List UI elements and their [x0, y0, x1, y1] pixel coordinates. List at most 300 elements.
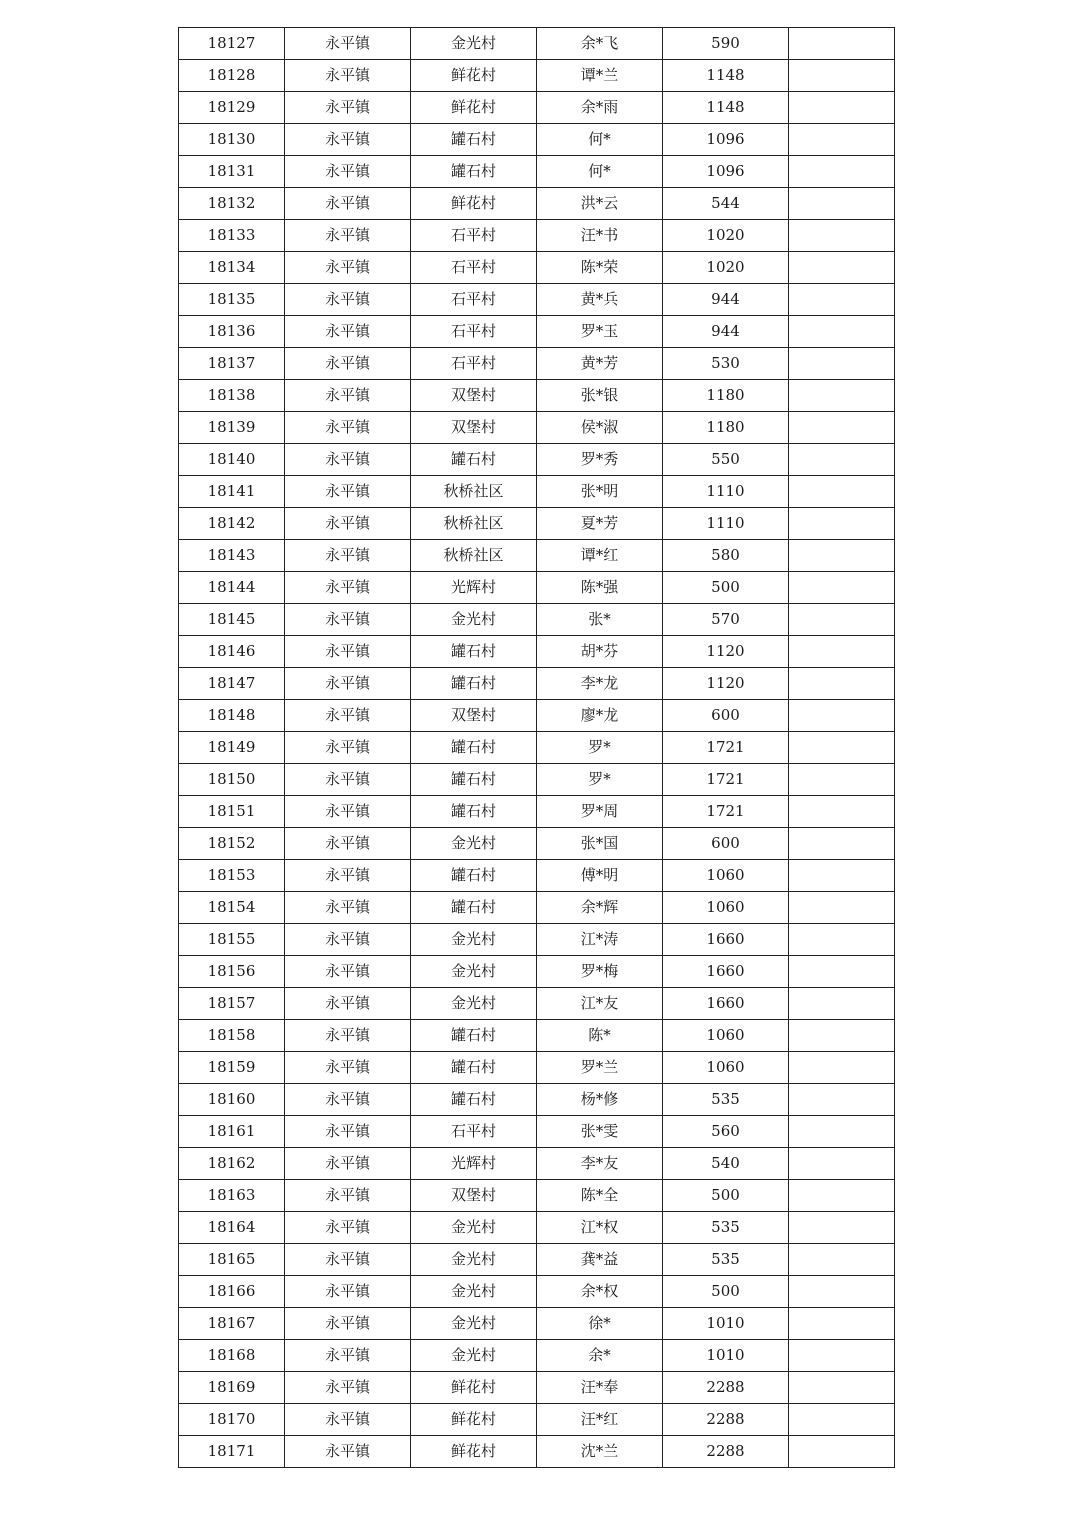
- remark-cell: [789, 252, 895, 284]
- name-cell: 廖*龙: [537, 700, 663, 732]
- amount-cell: 500: [663, 1180, 789, 1212]
- town-cell: 永平镇: [285, 1084, 411, 1116]
- amount-cell: 1096: [663, 156, 789, 188]
- name-cell: 罗*: [537, 764, 663, 796]
- table-row: [179, 1244, 895, 1276]
- remark-cell: [789, 156, 895, 188]
- table-row: [179, 1276, 895, 1308]
- amount-cell: 1060: [663, 892, 789, 924]
- table-row: [179, 1404, 895, 1436]
- town-cell: 永平镇: [285, 1212, 411, 1244]
- name-cell: 张*明: [537, 476, 663, 508]
- record-number-cell: 18144: [179, 572, 285, 604]
- remark-cell: [789, 828, 895, 860]
- remark-cell: [789, 508, 895, 540]
- remark-cell: [789, 796, 895, 828]
- name-cell: 余*辉: [537, 892, 663, 924]
- amount-cell: 944: [663, 316, 789, 348]
- amount-cell: 2288: [663, 1436, 789, 1468]
- table-row: [179, 1180, 895, 1212]
- record-number-cell: 18147: [179, 668, 285, 700]
- table-row: [179, 124, 895, 156]
- record-number-cell: 18155: [179, 924, 285, 956]
- name-cell: 谭*兰: [537, 60, 663, 92]
- town-cell: 永平镇: [285, 124, 411, 156]
- remark-cell: [789, 1276, 895, 1308]
- name-cell: 江*友: [537, 988, 663, 1020]
- amount-cell: 600: [663, 828, 789, 860]
- name-cell: 黄*芳: [537, 348, 663, 380]
- table-row: [179, 764, 895, 796]
- table-row: [179, 476, 895, 508]
- table-row: [179, 892, 895, 924]
- amount-cell: 2288: [663, 1404, 789, 1436]
- name-cell: 罗*梅: [537, 956, 663, 988]
- village-cell: 鲜花村: [411, 1404, 537, 1436]
- name-cell: 胡*芬: [537, 636, 663, 668]
- name-cell: 罗*周: [537, 796, 663, 828]
- name-cell: 张*: [537, 604, 663, 636]
- amount-cell: 560: [663, 1116, 789, 1148]
- village-cell: 石平村: [411, 220, 537, 252]
- village-cell: 罐石村: [411, 796, 537, 828]
- remark-cell: [789, 60, 895, 92]
- amount-cell: 540: [663, 1148, 789, 1180]
- table-row: [179, 220, 895, 252]
- remark-cell: [789, 1180, 895, 1212]
- town-cell: 永平镇: [285, 252, 411, 284]
- town-cell: 永平镇: [285, 1404, 411, 1436]
- amount-cell: 1180: [663, 380, 789, 412]
- amount-cell: 535: [663, 1244, 789, 1276]
- record-number-cell: 18127: [179, 28, 285, 60]
- village-cell: 金光村: [411, 988, 537, 1020]
- remark-cell: [789, 636, 895, 668]
- village-cell: 金光村: [411, 604, 537, 636]
- remark-cell: [789, 988, 895, 1020]
- table-row: [179, 668, 895, 700]
- record-number-cell: 18160: [179, 1084, 285, 1116]
- remark-cell: [789, 860, 895, 892]
- remark-cell: [789, 444, 895, 476]
- amount-cell: 1120: [663, 668, 789, 700]
- table-row: [179, 348, 895, 380]
- remark-cell: [789, 1372, 895, 1404]
- town-cell: 永平镇: [285, 1148, 411, 1180]
- town-cell: 永平镇: [285, 1372, 411, 1404]
- amount-cell: 1010: [663, 1308, 789, 1340]
- village-cell: 金光村: [411, 1244, 537, 1276]
- town-cell: 永平镇: [285, 316, 411, 348]
- table-row: [179, 1436, 895, 1468]
- remark-cell: [789, 1436, 895, 1468]
- record-number-cell: 18136: [179, 316, 285, 348]
- town-cell: 永平镇: [285, 1244, 411, 1276]
- town-cell: 永平镇: [285, 860, 411, 892]
- table-row: [179, 828, 895, 860]
- record-number-cell: 18138: [179, 380, 285, 412]
- village-cell: 金光村: [411, 1340, 537, 1372]
- name-cell: 陈*: [537, 1020, 663, 1052]
- record-number-cell: 18165: [179, 1244, 285, 1276]
- village-cell: 石平村: [411, 348, 537, 380]
- remark-cell: [789, 1116, 895, 1148]
- remark-cell: [789, 1020, 895, 1052]
- remark-cell: [789, 1244, 895, 1276]
- table-row: [179, 732, 895, 764]
- record-number-cell: 18151: [179, 796, 285, 828]
- village-cell: 罐石村: [411, 1020, 537, 1052]
- record-number-cell: 18140: [179, 444, 285, 476]
- record-number-cell: 18168: [179, 1340, 285, 1372]
- town-cell: 永平镇: [285, 220, 411, 252]
- amount-cell: 1721: [663, 796, 789, 828]
- name-cell: 陈*荣: [537, 252, 663, 284]
- village-cell: 双堡村: [411, 700, 537, 732]
- table-row: [179, 252, 895, 284]
- record-number-cell: 18153: [179, 860, 285, 892]
- town-cell: 永平镇: [285, 412, 411, 444]
- table-row: [179, 1372, 895, 1404]
- table-row: [179, 1116, 895, 1148]
- record-number-cell: 18154: [179, 892, 285, 924]
- name-cell: 汪*红: [537, 1404, 663, 1436]
- village-cell: 金光村: [411, 1212, 537, 1244]
- town-cell: 永平镇: [285, 380, 411, 412]
- town-cell: 永平镇: [285, 572, 411, 604]
- table-row: [179, 604, 895, 636]
- table-row: [179, 636, 895, 668]
- record-number-cell: 18169: [179, 1372, 285, 1404]
- amount-cell: 530: [663, 348, 789, 380]
- record-number-cell: 18135: [179, 284, 285, 316]
- amount-cell: 2288: [663, 1372, 789, 1404]
- village-cell: 鲜花村: [411, 92, 537, 124]
- remark-cell: [789, 316, 895, 348]
- remark-cell: [789, 764, 895, 796]
- village-cell: 罐石村: [411, 764, 537, 796]
- table-row: [179, 1148, 895, 1180]
- town-cell: 永平镇: [285, 28, 411, 60]
- table-row: [179, 284, 895, 316]
- amount-cell: 944: [663, 284, 789, 316]
- village-cell: 罐石村: [411, 124, 537, 156]
- amount-cell: 500: [663, 572, 789, 604]
- remark-cell: [789, 1148, 895, 1180]
- table-row: [179, 924, 895, 956]
- name-cell: 沈*兰: [537, 1436, 663, 1468]
- name-cell: 汪*书: [537, 220, 663, 252]
- table-row: [179, 380, 895, 412]
- town-cell: 永平镇: [285, 956, 411, 988]
- amount-cell: 1148: [663, 60, 789, 92]
- record-number-cell: 18152: [179, 828, 285, 860]
- table-row: [179, 796, 895, 828]
- village-cell: 罐石村: [411, 156, 537, 188]
- record-number-cell: 18159: [179, 1052, 285, 1084]
- name-cell: 余*雨: [537, 92, 663, 124]
- remark-cell: [789, 1308, 895, 1340]
- name-cell: 陈*强: [537, 572, 663, 604]
- village-cell: 罐石村: [411, 636, 537, 668]
- record-number-cell: 18157: [179, 988, 285, 1020]
- amount-cell: 535: [663, 1084, 789, 1116]
- village-cell: 罐石村: [411, 1084, 537, 1116]
- remark-cell: [789, 540, 895, 572]
- remark-cell: [789, 1084, 895, 1116]
- amount-cell: 500: [663, 1276, 789, 1308]
- remark-cell: [789, 476, 895, 508]
- amount-cell: 1660: [663, 924, 789, 956]
- town-cell: 永平镇: [285, 1052, 411, 1084]
- town-cell: 永平镇: [285, 284, 411, 316]
- record-number-cell: 18143: [179, 540, 285, 572]
- remark-cell: [789, 412, 895, 444]
- village-cell: 罐石村: [411, 892, 537, 924]
- town-cell: 永平镇: [285, 60, 411, 92]
- village-cell: 秋桥社区: [411, 540, 537, 572]
- records-table-body: [179, 28, 895, 1468]
- amount-cell: 1660: [663, 956, 789, 988]
- record-number-cell: 18167: [179, 1308, 285, 1340]
- table-row: [179, 540, 895, 572]
- table-row: [179, 700, 895, 732]
- village-cell: 双堡村: [411, 412, 537, 444]
- village-cell: 金光村: [411, 828, 537, 860]
- record-number-cell: 18171: [179, 1436, 285, 1468]
- record-number-cell: 18150: [179, 764, 285, 796]
- village-cell: 罐石村: [411, 732, 537, 764]
- record-number-cell: 18130: [179, 124, 285, 156]
- name-cell: 李*友: [537, 1148, 663, 1180]
- amount-cell: 570: [663, 604, 789, 636]
- amount-cell: 1148: [663, 92, 789, 124]
- amount-cell: 1060: [663, 1020, 789, 1052]
- name-cell: 陈*全: [537, 1180, 663, 1212]
- name-cell: 徐*: [537, 1308, 663, 1340]
- remark-cell: [789, 924, 895, 956]
- amount-cell: 550: [663, 444, 789, 476]
- table-row: [179, 988, 895, 1020]
- town-cell: 永平镇: [285, 700, 411, 732]
- record-number-cell: 18131: [179, 156, 285, 188]
- village-cell: 金光村: [411, 28, 537, 60]
- village-cell: 罐石村: [411, 668, 537, 700]
- village-cell: 秋桥社区: [411, 508, 537, 540]
- name-cell: 罗*秀: [537, 444, 663, 476]
- village-cell: 金光村: [411, 924, 537, 956]
- record-number-cell: 18145: [179, 604, 285, 636]
- remark-cell: [789, 1052, 895, 1084]
- table-row: [179, 60, 895, 92]
- table-row: [179, 1340, 895, 1372]
- table-row: [179, 1052, 895, 1084]
- table-row: [179, 92, 895, 124]
- remark-cell: [789, 1212, 895, 1244]
- village-cell: 鲜花村: [411, 60, 537, 92]
- village-cell: 鲜花村: [411, 188, 537, 220]
- town-cell: 永平镇: [285, 1308, 411, 1340]
- town-cell: 永平镇: [285, 348, 411, 380]
- name-cell: 汪*奉: [537, 1372, 663, 1404]
- record-number-cell: 18133: [179, 220, 285, 252]
- village-cell: 光辉村: [411, 1148, 537, 1180]
- name-cell: 何*: [537, 124, 663, 156]
- name-cell: 夏*芳: [537, 508, 663, 540]
- town-cell: 永平镇: [285, 828, 411, 860]
- town-cell: 永平镇: [285, 1436, 411, 1468]
- record-number-cell: 18132: [179, 188, 285, 220]
- name-cell: 罗*: [537, 732, 663, 764]
- name-cell: 杨*修: [537, 1084, 663, 1116]
- town-cell: 永平镇: [285, 156, 411, 188]
- remark-cell: [789, 348, 895, 380]
- record-number-cell: 18137: [179, 348, 285, 380]
- town-cell: 永平镇: [285, 1020, 411, 1052]
- record-number-cell: 18164: [179, 1212, 285, 1244]
- remark-cell: [789, 604, 895, 636]
- remark-cell: [789, 732, 895, 764]
- record-number-cell: 18134: [179, 252, 285, 284]
- remark-cell: [789, 380, 895, 412]
- town-cell: 永平镇: [285, 732, 411, 764]
- name-cell: 傅*明: [537, 860, 663, 892]
- name-cell: 张*雯: [537, 1116, 663, 1148]
- name-cell: 何*: [537, 156, 663, 188]
- village-cell: 金光村: [411, 956, 537, 988]
- town-cell: 永平镇: [285, 1340, 411, 1372]
- village-cell: 罐石村: [411, 444, 537, 476]
- amount-cell: 590: [663, 28, 789, 60]
- amount-cell: 544: [663, 188, 789, 220]
- remark-cell: [789, 956, 895, 988]
- name-cell: 张*银: [537, 380, 663, 412]
- amount-cell: 1010: [663, 1340, 789, 1372]
- table-row: [179, 508, 895, 540]
- record-number-cell: 18148: [179, 700, 285, 732]
- table-row: [179, 188, 895, 220]
- town-cell: 永平镇: [285, 188, 411, 220]
- record-number-cell: 18166: [179, 1276, 285, 1308]
- amount-cell: 1180: [663, 412, 789, 444]
- name-cell: 侯*淑: [537, 412, 663, 444]
- amount-cell: 1096: [663, 124, 789, 156]
- record-number-cell: 18141: [179, 476, 285, 508]
- table-row: [179, 1020, 895, 1052]
- village-cell: 双堡村: [411, 1180, 537, 1212]
- amount-cell: 1020: [663, 252, 789, 284]
- village-cell: 石平村: [411, 1116, 537, 1148]
- record-number-cell: 18162: [179, 1148, 285, 1180]
- village-cell: 金光村: [411, 1276, 537, 1308]
- name-cell: 张*国: [537, 828, 663, 860]
- remark-cell: [789, 28, 895, 60]
- remark-cell: [789, 124, 895, 156]
- village-cell: 石平村: [411, 316, 537, 348]
- remark-cell: [789, 1404, 895, 1436]
- record-number-cell: 18146: [179, 636, 285, 668]
- town-cell: 永平镇: [285, 540, 411, 572]
- town-cell: 永平镇: [285, 892, 411, 924]
- amount-cell: 1060: [663, 1052, 789, 1084]
- records-table: [178, 27, 895, 1468]
- town-cell: 永平镇: [285, 444, 411, 476]
- town-cell: 永平镇: [285, 1276, 411, 1308]
- record-number-cell: 18128: [179, 60, 285, 92]
- table-row: [179, 956, 895, 988]
- village-cell: 鲜花村: [411, 1436, 537, 1468]
- table-row: [179, 316, 895, 348]
- name-cell: 黄*兵: [537, 284, 663, 316]
- table-row: [179, 412, 895, 444]
- table-row: [179, 860, 895, 892]
- table-row: [179, 444, 895, 476]
- remark-cell: [789, 188, 895, 220]
- amount-cell: 600: [663, 700, 789, 732]
- town-cell: 永平镇: [285, 604, 411, 636]
- remark-cell: [789, 220, 895, 252]
- amount-cell: 1721: [663, 764, 789, 796]
- name-cell: 谭*红: [537, 540, 663, 572]
- amount-cell: 1660: [663, 988, 789, 1020]
- amount-cell: 535: [663, 1212, 789, 1244]
- town-cell: 永平镇: [285, 1180, 411, 1212]
- name-cell: 余*飞: [537, 28, 663, 60]
- amount-cell: 1060: [663, 860, 789, 892]
- remark-cell: [789, 892, 895, 924]
- record-number-cell: 18142: [179, 508, 285, 540]
- town-cell: 永平镇: [285, 764, 411, 796]
- town-cell: 永平镇: [285, 92, 411, 124]
- remark-cell: [789, 700, 895, 732]
- town-cell: 永平镇: [285, 1116, 411, 1148]
- village-cell: 双堡村: [411, 380, 537, 412]
- village-cell: 石平村: [411, 284, 537, 316]
- table-row: [179, 1308, 895, 1340]
- record-number-cell: 18129: [179, 92, 285, 124]
- name-cell: 江*权: [537, 1212, 663, 1244]
- remark-cell: [789, 284, 895, 316]
- remark-cell: [789, 572, 895, 604]
- record-number-cell: 18156: [179, 956, 285, 988]
- remark-cell: [789, 1340, 895, 1372]
- record-number-cell: 18158: [179, 1020, 285, 1052]
- record-number-cell: 18149: [179, 732, 285, 764]
- remark-cell: [789, 92, 895, 124]
- village-cell: 鲜花村: [411, 1372, 537, 1404]
- town-cell: 永平镇: [285, 668, 411, 700]
- amount-cell: 580: [663, 540, 789, 572]
- record-number-cell: 18161: [179, 1116, 285, 1148]
- name-cell: 罗*玉: [537, 316, 663, 348]
- table-row: [179, 156, 895, 188]
- name-cell: 江*涛: [537, 924, 663, 956]
- record-number-cell: 18170: [179, 1404, 285, 1436]
- name-cell: 李*龙: [537, 668, 663, 700]
- village-cell: 石平村: [411, 252, 537, 284]
- amount-cell: 1120: [663, 636, 789, 668]
- name-cell: 龚*益: [537, 1244, 663, 1276]
- town-cell: 永平镇: [285, 508, 411, 540]
- name-cell: 余*: [537, 1340, 663, 1372]
- name-cell: 罗*兰: [537, 1052, 663, 1084]
- amount-cell: 1721: [663, 732, 789, 764]
- village-cell: 光辉村: [411, 572, 537, 604]
- town-cell: 永平镇: [285, 636, 411, 668]
- village-cell: 罐石村: [411, 860, 537, 892]
- village-cell: 金光村: [411, 1308, 537, 1340]
- name-cell: 洪*云: [537, 188, 663, 220]
